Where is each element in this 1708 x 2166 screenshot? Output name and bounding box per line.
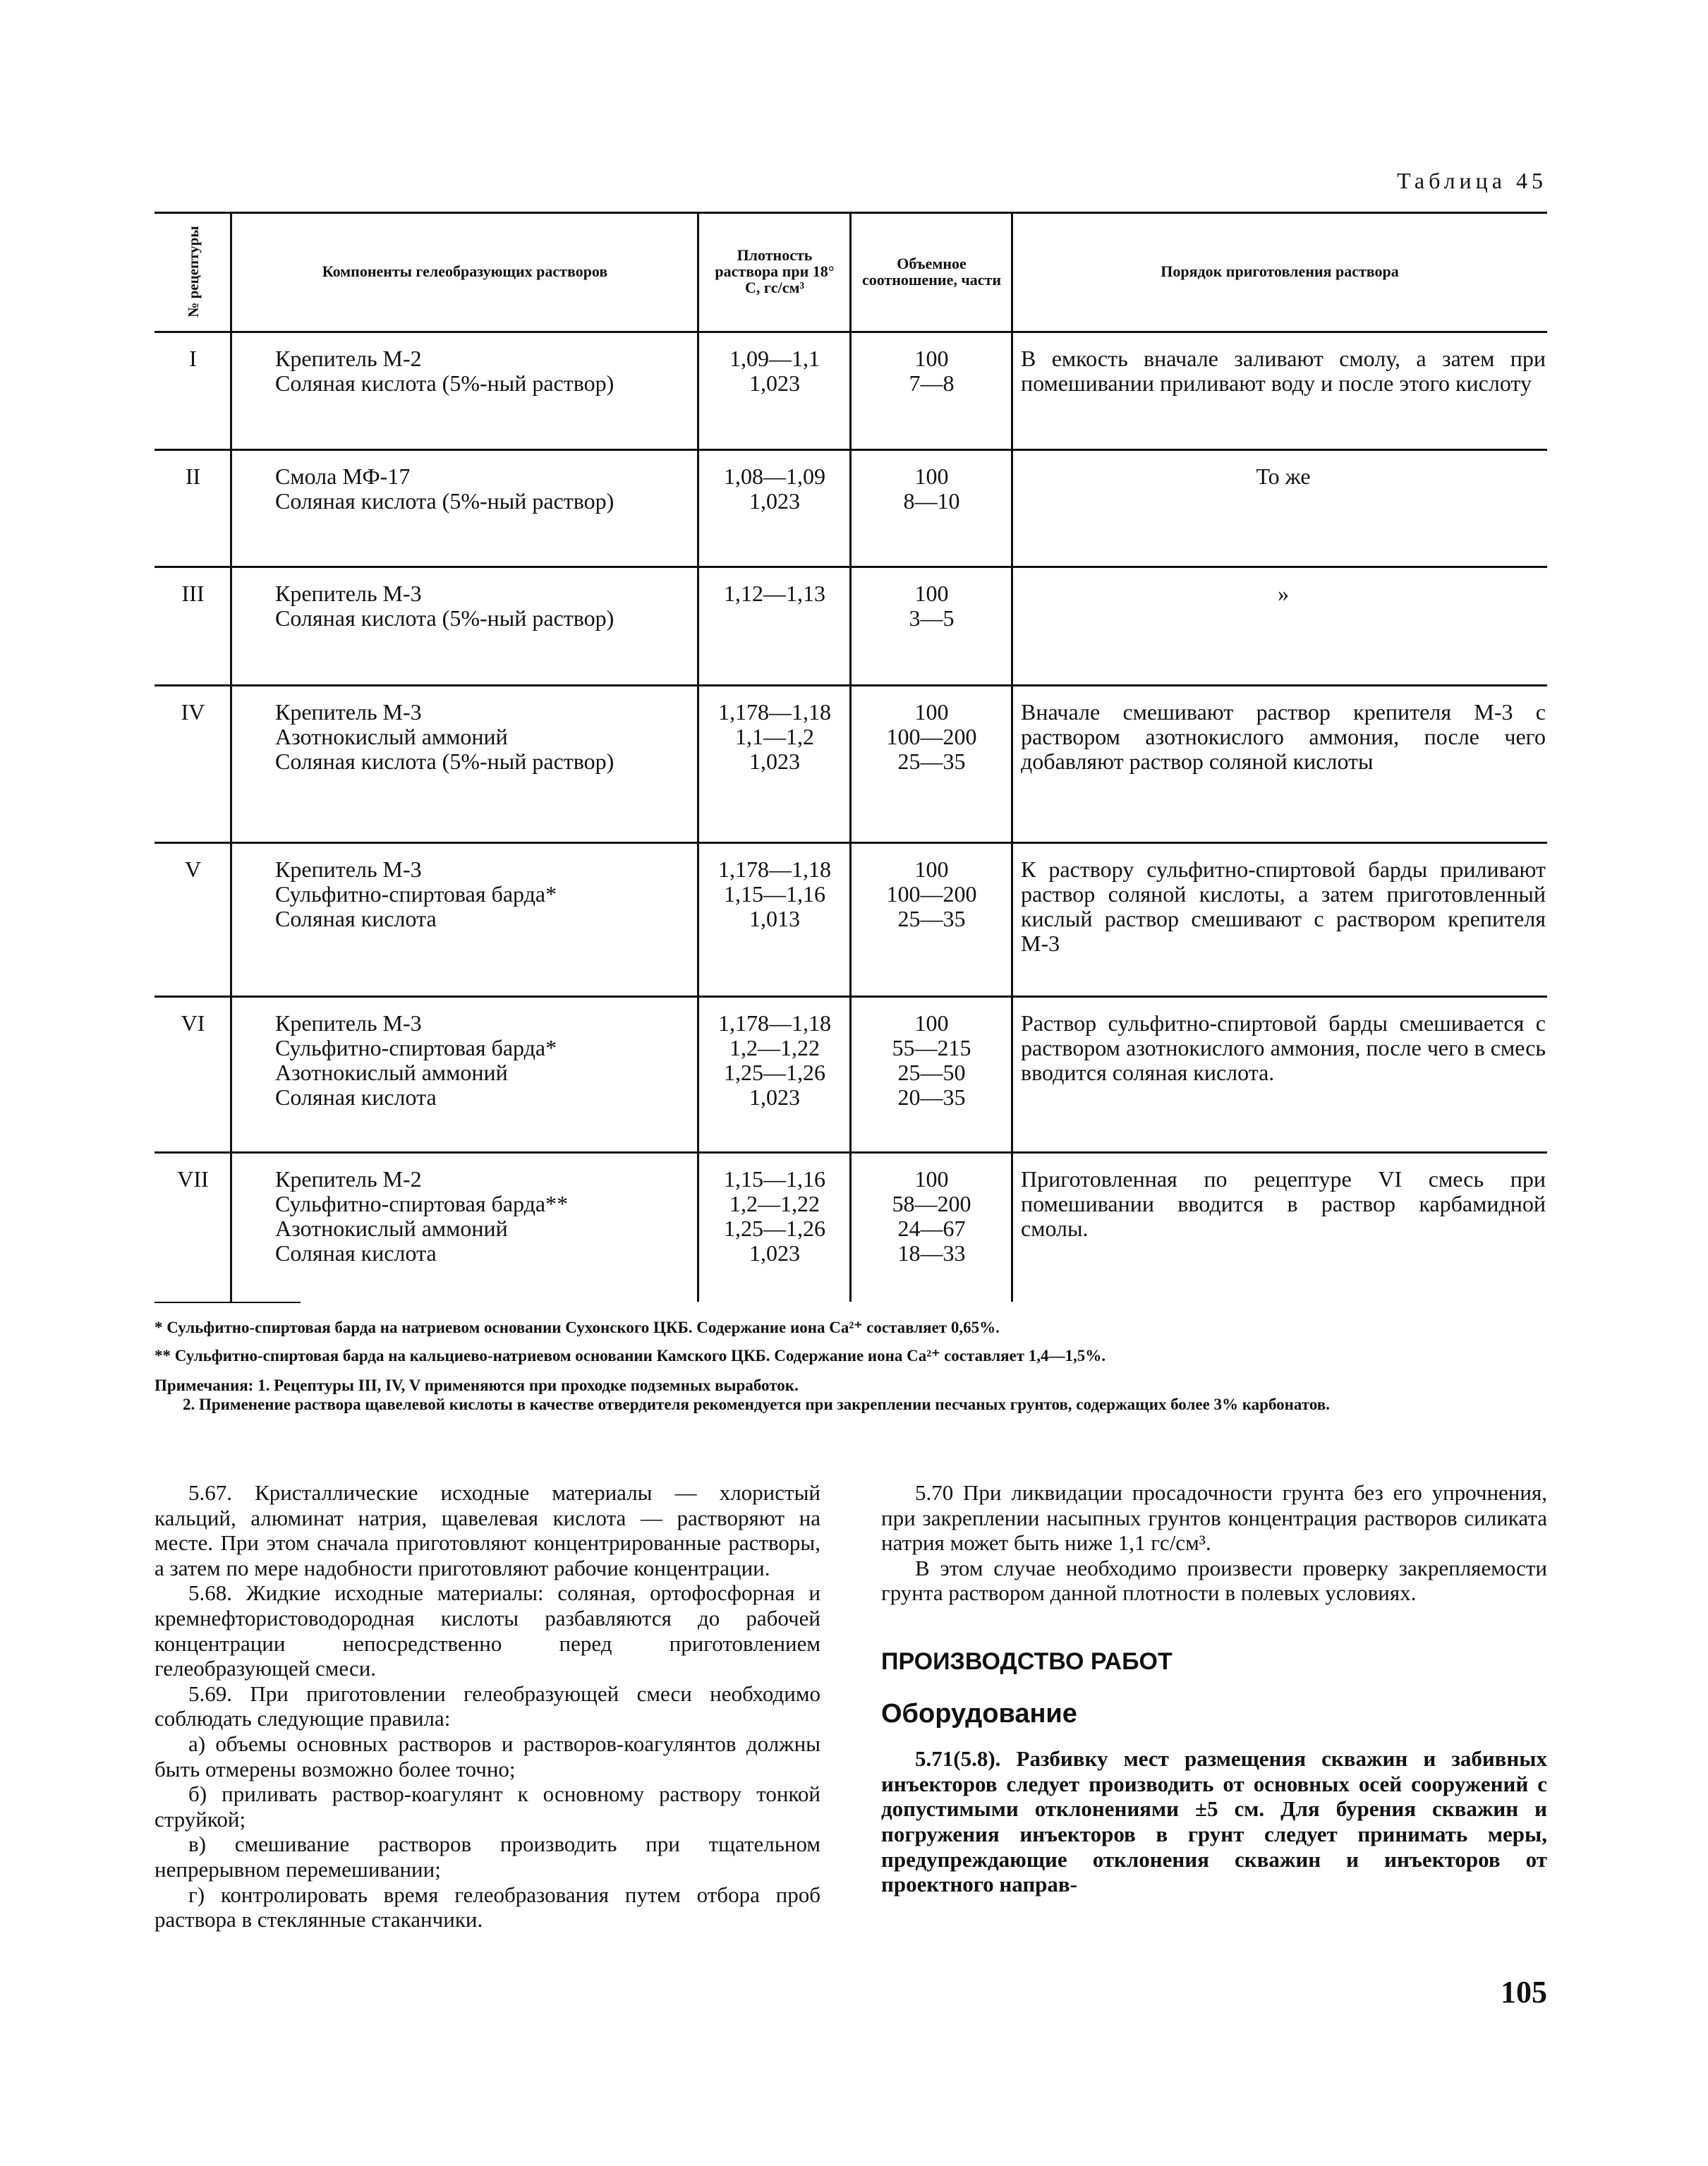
recipe-number: VI: [181, 1010, 205, 1036]
volume-value: 24—67: [897, 1216, 966, 1241]
paragraph-check: В этом случае необходимо произвести проверку закрепляемости грунта раствором данной плотности в полевых условиях.: [881, 1555, 1547, 1606]
volume-value: 25—50: [897, 1060, 966, 1085]
component-item: Сульфитно-спиртовая барда*: [275, 881, 557, 907]
volume-value: 18—33: [897, 1240, 966, 1266]
volume-value: 100: [914, 581, 949, 606]
volume-value: 100—200: [886, 724, 977, 749]
density-value: 1,15—1,16: [724, 1166, 825, 1192]
subheading: Оборудование: [881, 1698, 1077, 1729]
density-value: 1,25—1,26: [724, 1216, 825, 1241]
procedure-cell: В емкость вначале заливают смолу, а затем при помешивании приливают воду и после этого кислоту: [1021, 346, 1546, 396]
header-no: [155, 212, 231, 331]
volume-cell: [851, 700, 1012, 774]
volume-value: 58—200: [892, 1191, 971, 1216]
volume-cell: [851, 581, 1012, 631]
volume-value: 20—35: [897, 1084, 966, 1110]
page-number: 105: [1501, 1975, 1547, 2009]
footnote-1: * Сульфитно-спиртовая барда на натриевом основании Сухонского ЦКБ. Содержание иона Са²⁺ составляет 0,65%.: [155, 1319, 1000, 1336]
right-column: [881, 1480, 1547, 1897]
paragraph: 5.68. Жидкие исходные материалы: соляная, ортофосфорная и кремнефтористоводородная кислоты разбавляются до рабочей концентрации непосредственно перед приготовлением гелеобразующей смеси.: [155, 1580, 820, 1681]
components-cell: [241, 581, 690, 631]
density-value: 1,2—1,22: [729, 1035, 820, 1060]
recipe-number: V: [184, 857, 202, 882]
recipe-number: I: [189, 346, 197, 371]
density-value: 1,023: [749, 749, 800, 774]
paragraph: 5.67. Кристаллические исходные материалы — хлористый кальций, алюминат натрия, щавелевая кислота — растворяют на месте. При этом сначала приготовляют концентрированные растворы, а затем по мере надобности приготовляют рабочие концентрации.: [155, 1480, 820, 1580]
components-cell: [241, 346, 690, 396]
component-item: Соляная кислота (5%-ный раствор): [275, 370, 614, 396]
volume-cell: [851, 1167, 1012, 1266]
paragraph: г) контролировать время гелеобразования путем отбора проб раствора в стеклянные стаканчики.: [155, 1882, 820, 1932]
section-heading: ПРОИЗВОДСТВО РАБОТ: [881, 1647, 1173, 1675]
header-volume: Объемное соотношение, части: [861, 254, 1002, 289]
volume-value: 100: [914, 1166, 949, 1192]
header-components: Компоненты гелеобразующих растворов: [322, 262, 608, 280]
volume-value: 7—8: [909, 370, 955, 396]
component-item: Азотнокислый аммоний: [275, 1216, 508, 1241]
component-item: Сульфитно-спиртовая барда*: [275, 1035, 557, 1060]
volume-value: 100—200: [886, 881, 977, 907]
volume-cell: [851, 346, 1012, 396]
component-item: Соляная кислота (5%-ный раствор): [275, 749, 614, 774]
component-item: Азотнокислый аммоний: [275, 724, 508, 749]
header-no-text: № рецептуры: [184, 225, 202, 317]
component-item: Крепитель М-3: [275, 857, 422, 882]
components-cell: [241, 1167, 690, 1266]
column-divider: [230, 212, 232, 1302]
component-item: Крепитель М-3: [275, 1010, 422, 1036]
components-cell: [241, 464, 690, 514]
volume-value: 100: [914, 464, 949, 489]
volume-cell: [851, 464, 1012, 514]
density-value: 1,08—1,09: [724, 464, 825, 489]
density-value: 1,15—1,16: [724, 881, 825, 907]
volume-value: 100: [914, 1010, 949, 1036]
volume-value: 100: [914, 346, 949, 371]
paragraph: в) смешивание растворов производить при тщательном непрерывном перемешивании;: [155, 1832, 820, 1882]
component-item: Смола МФ-17: [275, 464, 411, 489]
note-2: 2. Применение раствора щавелевой кислоты в качестве отвердителя рекомендуется при закреплении песчаных грунтов, содержащих более 3% карбонатов.: [183, 1396, 1330, 1413]
paragraph-5-71: 5.71(5.8). Разбивку мест размещения скважин и забивных инъекторов следует производить от основных осей сооружений с допустимыми отклонениями ±5 см. Для бурения скважин и погружения инъекторов в грунт следует принимать меры, предупреждающие отклонения скважин и инъекторов от проектного направ-: [881, 1746, 1547, 1897]
density-cell: [698, 464, 851, 514]
density-value: 1,178—1,18: [718, 1010, 831, 1036]
density-cell: [698, 700, 851, 774]
component-item: Соляная кислота: [275, 1084, 437, 1110]
volume-cell: [851, 1011, 1012, 1110]
density-value: 1,25—1,26: [724, 1060, 825, 1085]
note-1: Примечания: 1. Рецептуры III, IV, V применяются при проходке подземных выработок.: [155, 1377, 799, 1394]
table-caption: Таблица 45: [1397, 168, 1547, 193]
density-cell: [698, 1011, 851, 1110]
procedure-cell: Приготовленная по рецептуре VI смесь при помешивании вводится в раствор карбамидной смолы.: [1021, 1166, 1546, 1241]
components-cell: [241, 857, 690, 931]
components-cell: [241, 1011, 690, 1110]
paragraph: а) объемы основных растворов и растворов-коагулянтов должны быть отмерены возможно более точно;: [155, 1731, 820, 1781]
procedure-cell: К раствору сульфитно-спиртовой барды приливают раствор соляной кислоты, а затем приготовленный кислый раствор смешивают с раствором крепителя М-3: [1021, 857, 1546, 956]
paragraph-5-70: 5.70 При ликвидации просадочности грунта без его упрочнения, при закреплении насыпных грунтов концентрация растворов силиката натрия может быть ниже 1,1 гс/см³.: [881, 1480, 1547, 1556]
procedure-cell: То же: [1256, 464, 1311, 489]
recipe-number: II: [185, 464, 201, 489]
procedure-cell: Раствор сульфитно-спиртовой барды смешивается с раствором азотнокислого аммония, после чего в смесь вводится соляная кислота.: [1021, 1010, 1546, 1085]
component-item: Сульфитно-спиртовая барда**: [275, 1191, 569, 1216]
footnote-2: ** Сульфитно-спиртовая барда на кальциево-натриевом основании Камского ЦКБ. Содержание иона Са²⁺ составляет 1,4—1,5%.: [155, 1347, 1106, 1365]
density-value: 1,12—1,13: [724, 581, 825, 606]
density-value: 1,023: [749, 1240, 800, 1266]
paragraph: 5.69. При приготовлении гелеобразующей смеси необходимо соблюдать следующие правила:: [155, 1681, 820, 1731]
density-value: 1,013: [749, 906, 800, 931]
component-item: Азотнокислый аммоний: [275, 1060, 508, 1085]
density-cell: [698, 346, 851, 396]
volume-cell: [851, 857, 1012, 931]
density-value: 1,178—1,18: [718, 857, 831, 882]
density-value: 1,1—1,2: [735, 724, 814, 749]
component-item: Соляная кислота: [275, 1240, 437, 1266]
density-value: 1,178—1,18: [718, 699, 831, 725]
component-item: Соляная кислота: [275, 906, 437, 931]
volume-value: 100: [914, 699, 949, 725]
density-value: 1,2—1,22: [729, 1191, 820, 1216]
component-item: Крепитель М-3: [275, 699, 422, 725]
density-value: 1,023: [749, 488, 800, 514]
recipe-number: III: [181, 581, 205, 606]
header-procedure: Порядок приготовления раствора: [1161, 262, 1399, 280]
density-value: 1,023: [749, 1084, 800, 1110]
density-cell: [698, 581, 851, 606]
recipe-number: VII: [177, 1166, 209, 1192]
volume-value: 3—5: [909, 605, 955, 631]
left-column: [155, 1480, 820, 1932]
component-item: Крепитель М-2: [275, 346, 422, 371]
density-value: 1,023: [749, 370, 800, 396]
density-cell: [698, 1167, 851, 1266]
component-item: Соляная кислота (5%-ный раствор): [275, 605, 614, 631]
volume-value: 100: [914, 857, 949, 882]
components-cell: [241, 700, 690, 774]
procedure-cell: Вначале смешивают раствор крепителя М-3 с раствором азотнокислого аммония, после чего добавляют раствор соляной кислоты: [1021, 699, 1546, 774]
volume-value: 25—35: [897, 906, 966, 931]
procedure-cell: »: [1278, 581, 1289, 606]
recipe-number: IV: [181, 699, 205, 725]
header-density: Плотность раствора при 18° С, гс/см³: [715, 246, 835, 296]
component-item: Крепитель М-3: [275, 581, 422, 606]
footnote-divider: [155, 1302, 301, 1303]
paragraph: б) приливать раствор-коагулянт к основному раствору тонкой струйкой;: [155, 1781, 820, 1832]
density-value: 1,09—1,1: [729, 346, 820, 371]
component-item: Крепитель М-2: [275, 1166, 422, 1192]
density-cell: [698, 857, 851, 931]
volume-value: 8—10: [903, 488, 960, 514]
component-item: Соляная кислота (5%-ный раствор): [275, 488, 614, 514]
volume-value: 55—215: [892, 1035, 971, 1060]
volume-value: 25—35: [897, 749, 966, 774]
